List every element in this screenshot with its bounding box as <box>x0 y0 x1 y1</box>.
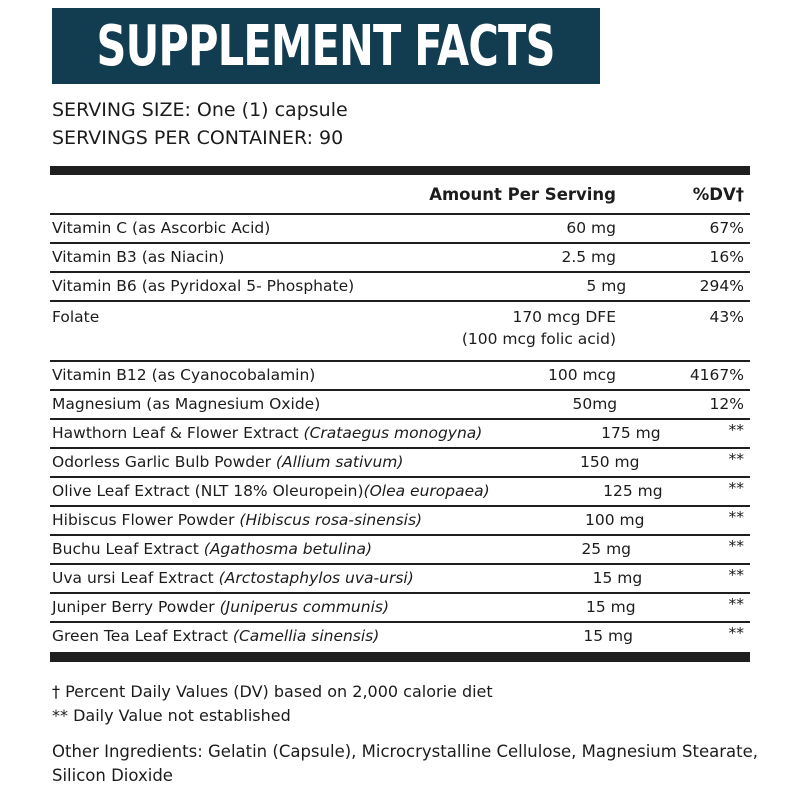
ingredient-label: Vitamin B6 (as Pyridoxal 5- Phosphate) <box>52 277 355 295</box>
ingredient-name <box>50 219 316 237</box>
facts-table <box>50 166 750 662</box>
title-banner <box>52 8 600 84</box>
ingredient-name <box>50 248 316 266</box>
ingredient-latin-name: (Crataegus monogyna) <box>303 424 483 442</box>
table-row <box>50 478 750 507</box>
ingredient-label: Folate <box>52 308 100 326</box>
table-header <box>50 175 750 215</box>
amount-value: 100 mcg <box>548 366 616 384</box>
ingredient-label: Buchu Leaf Extract <box>52 540 204 558</box>
ingredient-latin-name: (Allium sativum) <box>275 453 404 471</box>
ingredient-name <box>50 453 403 471</box>
ingredient-label: Vitamin B12 (as Cyanocobalamin) <box>52 366 316 384</box>
daily-value: 43% <box>709 308 744 326</box>
ingredient-amount <box>379 627 651 645</box>
table-top-rule <box>50 166 750 175</box>
ingredient-label: Hawthorn Leaf & Flower Extract <box>52 424 304 442</box>
amount-value: 100 mg <box>585 511 645 529</box>
ingredient-label: Juniper Berry Powder <box>52 598 220 616</box>
ingredient-name <box>50 540 372 558</box>
ingredient-label: Olive Leaf Extract (NLT 18% Oleuropein) <box>52 482 364 500</box>
ingredient-latin-name: (Camellia sinensis) <box>232 627 380 645</box>
table-bottom-rule <box>50 652 750 662</box>
ingredient-label: Odorless Garlic Bulb Powder <box>52 453 276 471</box>
table-row <box>50 565 750 594</box>
table-row <box>50 594 750 623</box>
serving-size: SERVING SIZE: One (1) capsule <box>52 99 348 121</box>
ingredient-label: Magnesium (as Magnesium Oxide) <box>52 395 321 413</box>
table-row <box>50 302 750 362</box>
servings-per-container: SERVINGS PER CONTAINER: 90 <box>52 127 344 149</box>
not-established-footnote: ** Daily Value not established <box>52 706 291 725</box>
ingredient-amount <box>490 482 681 500</box>
ingredient-amount <box>316 366 634 384</box>
amount-value: 15 mg <box>592 569 643 587</box>
ingredient-latin-name: (Hibiscus rosa-sinensis) <box>239 511 423 529</box>
table-row <box>50 362 750 391</box>
daily-value: ** <box>728 421 744 439</box>
amount-value: 50mg <box>572 395 618 413</box>
ingredient-amount <box>372 540 649 558</box>
ingredient-name <box>50 598 389 616</box>
ingredient-label: Vitamin B3 (as Niacin) <box>52 248 225 266</box>
daily-value: ** <box>728 595 744 613</box>
ingredient-amount <box>320 395 635 413</box>
ingredient-latin-name: (Arctostaphylos uva-ursi) <box>218 569 414 587</box>
ingredient-amount <box>316 219 634 237</box>
table-row <box>50 244 750 273</box>
table-row <box>50 623 750 652</box>
ingredient-amount <box>422 511 662 529</box>
ingredient-amount <box>354 277 644 295</box>
daily-value: 67% <box>709 219 744 237</box>
ingredient-name <box>50 306 316 328</box>
ingredient-label: Vitamin C (as Ascorbic Acid) <box>52 219 271 237</box>
table-row <box>50 420 750 449</box>
ingredient-name <box>50 511 422 529</box>
amount-value: 60 mg <box>566 219 616 237</box>
table-body <box>50 215 750 652</box>
daily-value: ** <box>728 537 744 555</box>
amount-value: 175 mg <box>601 424 661 442</box>
daily-value: 294% <box>699 277 744 295</box>
table-row <box>50 536 750 565</box>
ingredient-latin-name: (Juniperus communis) <box>219 598 390 616</box>
daily-value: ** <box>728 566 744 584</box>
header-dv: %DV† <box>692 184 744 204</box>
ingredient-label: Green Tea Leaf Extract <box>52 627 233 645</box>
other-ingredients: Other Ingredients: Gelatin (Capsule), Microcrystalline Cellulose, Magnesium Stearate, Silicon Dioxide <box>52 742 759 785</box>
amount-value: 15 mg <box>583 627 633 645</box>
ingredient-amount <box>414 569 660 587</box>
table-row <box>50 273 750 302</box>
ingredient-latin-name: (Agathosma betulina) <box>203 540 373 558</box>
footnotes <box>52 680 493 728</box>
amount-value: 25 mg <box>581 540 632 558</box>
ingredient-name <box>50 424 482 442</box>
daily-value: ** <box>728 479 744 497</box>
daily-value: ** <box>728 508 744 526</box>
daily-value: 4167% <box>689 366 744 384</box>
ingredient-name <box>50 627 379 645</box>
table-row <box>50 215 750 244</box>
amount-note: (100 mcg folic acid) <box>461 330 616 348</box>
ingredient-name <box>50 482 490 500</box>
ingredient-amount <box>389 598 654 616</box>
table-row <box>50 449 750 478</box>
header-amount: Amount Per Serving <box>429 184 616 204</box>
amount-value: 15 mg <box>586 598 636 616</box>
ingredient-name <box>50 569 414 587</box>
amount-value: 150 mg <box>580 453 640 471</box>
daily-value: ** <box>728 450 744 468</box>
ingredient-label: Uva ursi Leaf Extract <box>52 569 219 587</box>
amount-value: 2.5 mg <box>561 248 616 266</box>
ingredient-amount <box>482 424 678 442</box>
page-title: SUPPLEMENT FACTS <box>96 13 556 79</box>
amount-value: 5 mg <box>586 277 627 295</box>
ingredient-name <box>50 366 316 384</box>
amount-value: 125 mg <box>603 482 663 500</box>
ingredient-name <box>50 277 354 295</box>
ingredient-amount <box>403 453 657 471</box>
ingredient-latin-name: (Olea europaea) <box>363 482 490 500</box>
serving-info <box>52 96 348 152</box>
daily-value: 16% <box>709 248 744 266</box>
ingredient-amount <box>316 248 634 266</box>
table-row <box>50 507 750 536</box>
table-row <box>50 391 750 420</box>
dv-footnote: † Percent Daily Values (DV) based on 2,000 calorie diet <box>52 682 493 701</box>
daily-value: ** <box>728 624 744 642</box>
daily-value: 12% <box>709 395 744 413</box>
ingredient-amount <box>316 306 634 350</box>
ingredient-name <box>50 395 320 413</box>
amount-value: 170 mcg DFE <box>512 308 616 326</box>
ingredient-label: Hibiscus Flower Powder <box>52 511 240 529</box>
